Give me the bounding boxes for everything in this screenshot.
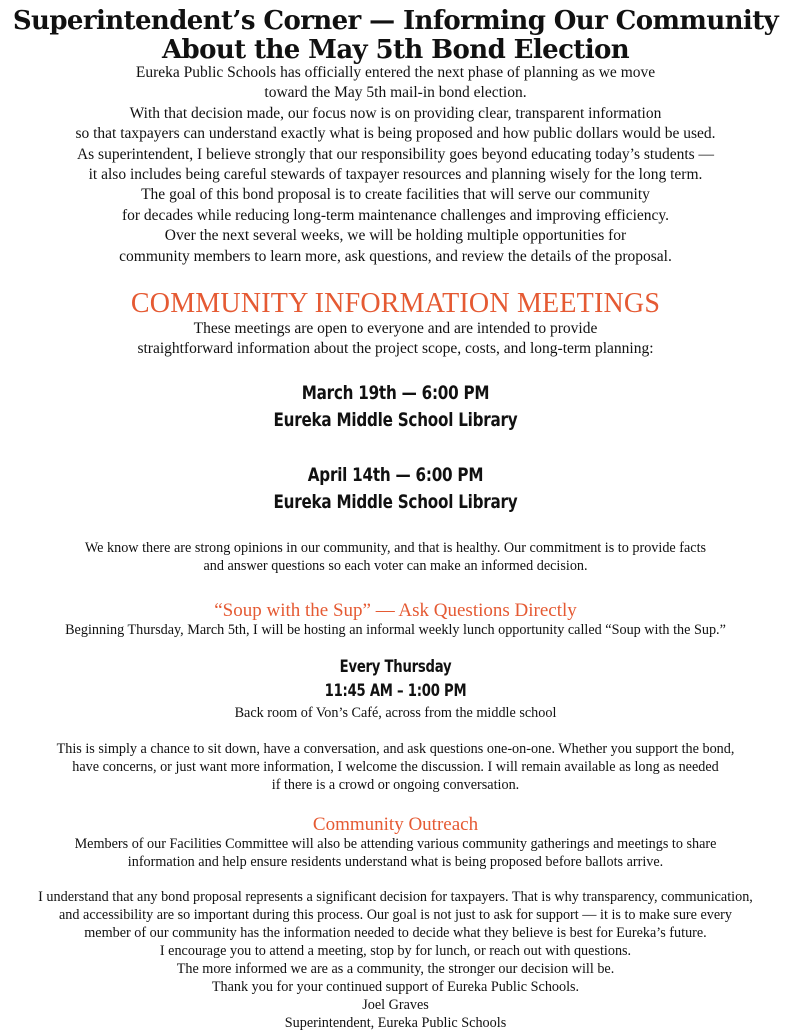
meetings-heading: COMMUNITY INFORMATION MEETINGS xyxy=(130,288,661,320)
meetings-intro-line: These meetings are open to everyone and are intended to provide xyxy=(193,320,598,338)
meetings-note-line: We know there are strong opinions in our community, and that is healthy. Our commitment is to provide facts xyxy=(84,539,707,556)
intro-line: As superintendent, I believe strongly that our responsibility goes beyond educating today’s students — xyxy=(76,145,715,163)
closing-line: and accessibility are so important during this process. Our goal is not just to ask for support — it is to make sure every xyxy=(59,906,732,923)
closing-paragraph xyxy=(0,888,791,1032)
intro-line: it also includes being careful stewards of taxpayer resources and planning wisely for the long term. xyxy=(88,166,703,184)
closing-line: I understand that any bond proposal represents a significant decision for taxpayers. That is why transparency, communication, xyxy=(38,888,753,905)
signature-name: Joel Graves xyxy=(362,996,429,1013)
page-title xyxy=(0,0,791,65)
soup-schedule xyxy=(0,655,791,703)
soup-intro: Beginning Thursday, March 5th, I will be hosting an informal weekly lunch opportunity called “Soup with the Sup.” xyxy=(65,621,726,638)
closing-line: Thank you for your continued support of Eureka Public Schools. xyxy=(211,978,580,995)
outreach-text xyxy=(0,835,791,871)
meeting-event-1 xyxy=(0,380,791,434)
intro-line: for decades while reducing long-term maintenance challenges and improving efficiency. xyxy=(121,206,670,224)
closing-line: I encourage you to attend a meeting, stop by for lunch, or reach out with questions. xyxy=(159,942,632,959)
meeting-datetime: April 14th — 6:00 PM xyxy=(307,463,484,486)
soup-heading: “Soup with the Sup” — Ask Questions Directly xyxy=(214,599,577,621)
soup-details-line: have concerns, or just want more information, I welcome the discussion. I will remain available as long as needed xyxy=(72,758,719,775)
title-line-1: Superintendent’s Corner — Informing Our Community xyxy=(12,6,779,36)
intro-line: With that decision made, our focus now is on providing clear, transparent information xyxy=(129,104,662,122)
intro-line: toward the May 5th mail-in bond election. xyxy=(264,84,527,102)
signature-title: Superintendent, Eureka Public Schools xyxy=(284,1014,507,1031)
outreach-line: information and help ensure residents understand what is being proposed before ballots arrive. xyxy=(127,853,664,870)
meeting-location: Eureka Middle School Library xyxy=(273,408,518,431)
closing-line: member of our community has the information needed to decide what they believe is best for Eureka’s future. xyxy=(84,924,707,941)
soup-time: 11:45 AM – 1:00 PM xyxy=(324,680,467,700)
meetings-intro-line: straightforward information about the project scope, costs, and long-term planning: xyxy=(137,340,654,358)
meetings-intro xyxy=(0,319,791,360)
intro-paragraph xyxy=(0,63,791,267)
intro-line: Over the next several weeks, we will be holding multiple opportunities for xyxy=(164,227,627,245)
closing-line: The more informed we are as a community, the stronger our decision will be. xyxy=(176,960,615,977)
title-line-2: About the May 5th Bond Election xyxy=(161,35,630,65)
meetings-note-line: and answer questions so each voter can make an informed decision. xyxy=(203,557,588,574)
meeting-location: Eureka Middle School Library xyxy=(273,490,518,513)
outreach-heading: Community Outreach xyxy=(312,813,479,835)
soup-details xyxy=(0,740,791,794)
meeting-event-2 xyxy=(0,462,791,516)
intro-line: The goal of this bond proposal is to create facilities that will serve our community xyxy=(141,186,650,204)
soup-day: Every Thursday xyxy=(339,656,452,676)
soup-location: Back room of Von’s Café, across from the middle school xyxy=(234,704,557,721)
soup-details-line: if there is a crowd or ongoing conversation. xyxy=(271,776,520,793)
intro-line: Eureka Public Schools has officially entered the next phase of planning as we move xyxy=(135,64,656,81)
meeting-datetime: March 19th — 6:00 PM xyxy=(301,381,490,404)
intro-line: community members to learn more, ask questions, and review the details of the proposal. xyxy=(119,247,672,265)
outreach-line: Members of our Facilities Committee will also be attending various community gatherings and meetings to share xyxy=(74,835,717,852)
meetings-note xyxy=(0,539,791,575)
soup-details-line: This is simply a chance to sit down, have a conversation, and ask questions one-on-one. Whether you support the bond, xyxy=(56,740,735,757)
intro-line: so that taxpayers can understand exactly what is being proposed and how public dollars would be used. xyxy=(75,125,716,143)
